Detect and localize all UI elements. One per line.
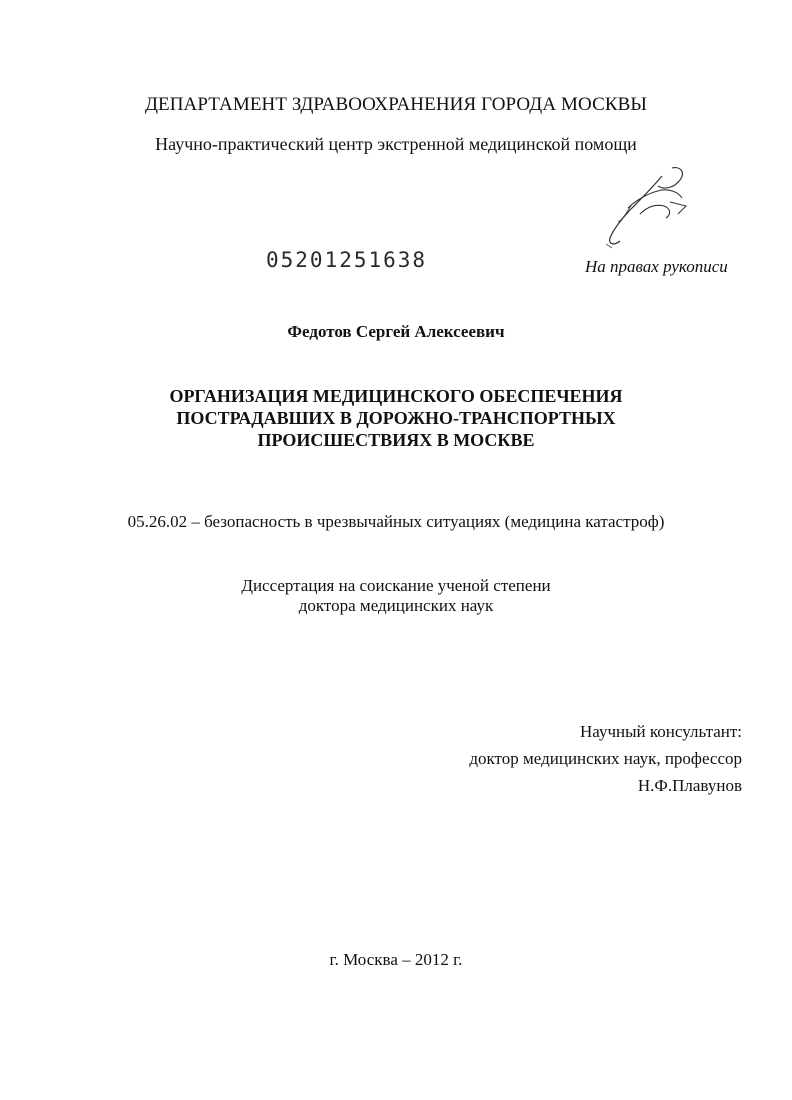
specialty-code: 05.26.02 – безопасность в чрезвычайных ситуациях (медицина катастроф) bbox=[127, 512, 665, 531]
author-name: Федотов Сергей Алексеевич bbox=[287, 322, 505, 341]
scientific-consultant bbox=[469, 718, 742, 799]
consultant-name: Н.Ф.Плавунов bbox=[637, 776, 742, 795]
title-line: ПРОИСШЕСТВИЯХ В МОСКВЕ bbox=[257, 430, 535, 450]
city-year: г. Москва – 2012 г. bbox=[329, 950, 463, 969]
center-name: Научно-практический центр экстренной медицинской помощи bbox=[155, 134, 637, 154]
consultant-label: Научный консультант: bbox=[580, 722, 742, 741]
department-heading: ДЕПАРТАМЕНТ ЗДРАВООХРАНЕНИЯ ГОРОДА МОСКВЫ bbox=[144, 94, 648, 115]
title-line: ПОСТРАДАВШИХ В ДОРОЖНО-ТРАНСПОРТНЫХ bbox=[176, 408, 616, 428]
degree-line-1: Диссертация на соискание ученой степени bbox=[241, 576, 551, 595]
degree-line-2: доктора медицинских наук bbox=[298, 596, 494, 615]
dissertation-degree bbox=[0, 576, 792, 616]
title-line: ОРГАНИЗАЦИЯ МЕДИЦИНСКОГО ОБЕСПЕЧЕНИЯ bbox=[169, 386, 623, 406]
handwritten-signature bbox=[600, 162, 695, 250]
registry-number: 05201251638 bbox=[266, 248, 428, 272]
consultant-degree: доктор медицинских наук, профессор bbox=[469, 749, 742, 768]
manuscript-note: На правах рукописи bbox=[585, 257, 728, 276]
dissertation-title bbox=[146, 385, 646, 451]
